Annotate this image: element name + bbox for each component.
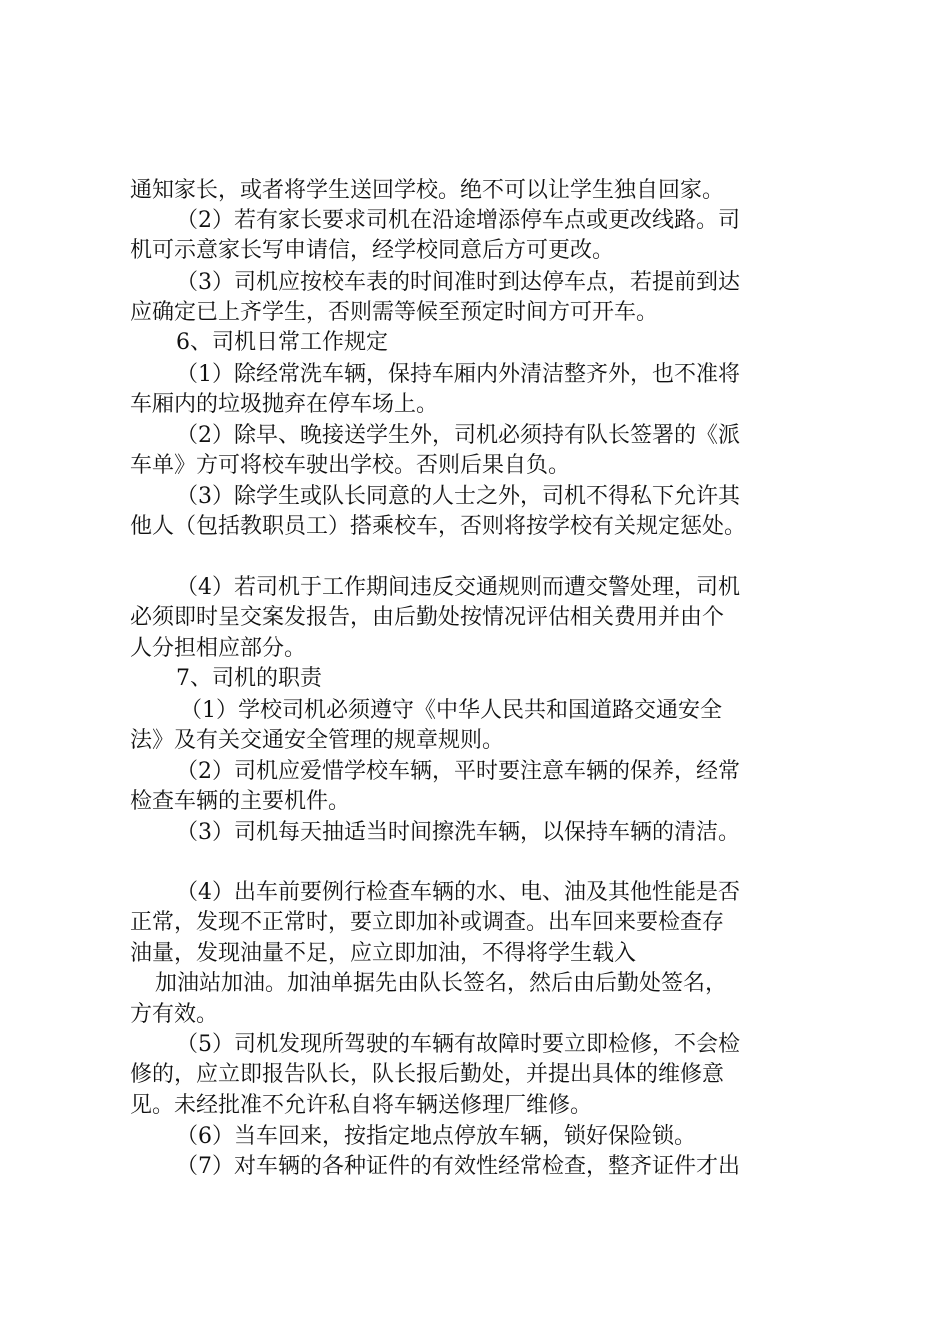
text-line: 人分担相应部分。: [130, 636, 307, 661]
text-line: （2）司机应爱惜学校车辆，平时要注意车辆的保养，经常: [176, 759, 740, 784]
text-line: 法》及有关交通安全管理的规章规则。: [130, 728, 505, 753]
text-line: 车厢内的垃圾抛弃在停车场上。: [130, 392, 439, 417]
text-line: 应确定已上齐学生，否则需等候至预定时间方可开车。: [130, 300, 659, 325]
text-line: （7）对车辆的各种证件的有效性经常检查，整齐证件才出: [176, 1154, 740, 1179]
text-line: （4）若司机于工作期间违反交通规则而遭交警处理，司机: [176, 575, 740, 600]
text-line: （1）学校司机必须遵守《中华人民共和国道路交通安全: [180, 698, 722, 723]
text-line: 加油站加油。加油单据先由队长签名，然后由后勤处签名，: [155, 971, 728, 996]
text-line: 通知家长，或者将学生送回学校。绝不可以让学生独自回家。: [130, 178, 725, 203]
text-line: 油量，发现油量不足，应立即加油，不得将学生载入: [130, 941, 637, 966]
text-line: （3）司机每天抽适当时间擦洗车辆，以保持车辆的清洁。: [176, 820, 740, 845]
text-line: 车单》方可将校车驶出学校。否则后果自负。: [130, 453, 571, 478]
text-line: 修的，应立即报告队长，队长报后勤处，并提出具体的维修意: [130, 1062, 725, 1087]
text-line: 见。未经批准不允许私自将车辆送修理厂维修。: [130, 1093, 593, 1118]
text-line: 正常，发现不正常时，要立即加补或调查。出车回来要检查存: [130, 910, 725, 935]
text-line: （1）除经常洗车辆，保持车厢内外清洁整齐外，也不准将: [176, 362, 740, 387]
text-line: （3）除学生或队长同意的人士之外，司机不得私下允许其: [176, 484, 740, 509]
text-line: （4）出车前要例行检查车辆的水、电、油及其他性能是否: [176, 880, 740, 905]
text-line: 必须即时呈交案发报告，由后勤处按情况评估相关费用并由个: [130, 605, 725, 630]
text-line: （2）除早、晚接送学生外，司机必须持有队长签署的《派: [176, 423, 740, 448]
text-line: 机可示意家长写申请信，经学校同意后方可更改。: [130, 238, 615, 263]
section-heading: 7、司机的职责: [176, 666, 322, 691]
text-line: 方有效。: [130, 1002, 219, 1027]
text-line: 检查车辆的主要机件。: [130, 789, 351, 814]
section-heading: 6、司机日常工作规定: [176, 330, 388, 355]
text-line: （5）司机发现所驾驶的车辆有故障时要立即检修，不会检: [176, 1032, 740, 1057]
text-line: （2）若有家长要求司机在沿途增添停车点或更改线路。司: [176, 208, 740, 233]
text-line: 他人（包括教职员工）搭乘校车，否则将按学校有关规定惩处。: [130, 514, 747, 539]
text-line: （6）当车回来，按指定地点停放车辆，锁好保险锁。: [176, 1124, 696, 1149]
text-line: （3）司机应按校车表的时间准时到达停车点，若提前到达: [176, 270, 740, 295]
